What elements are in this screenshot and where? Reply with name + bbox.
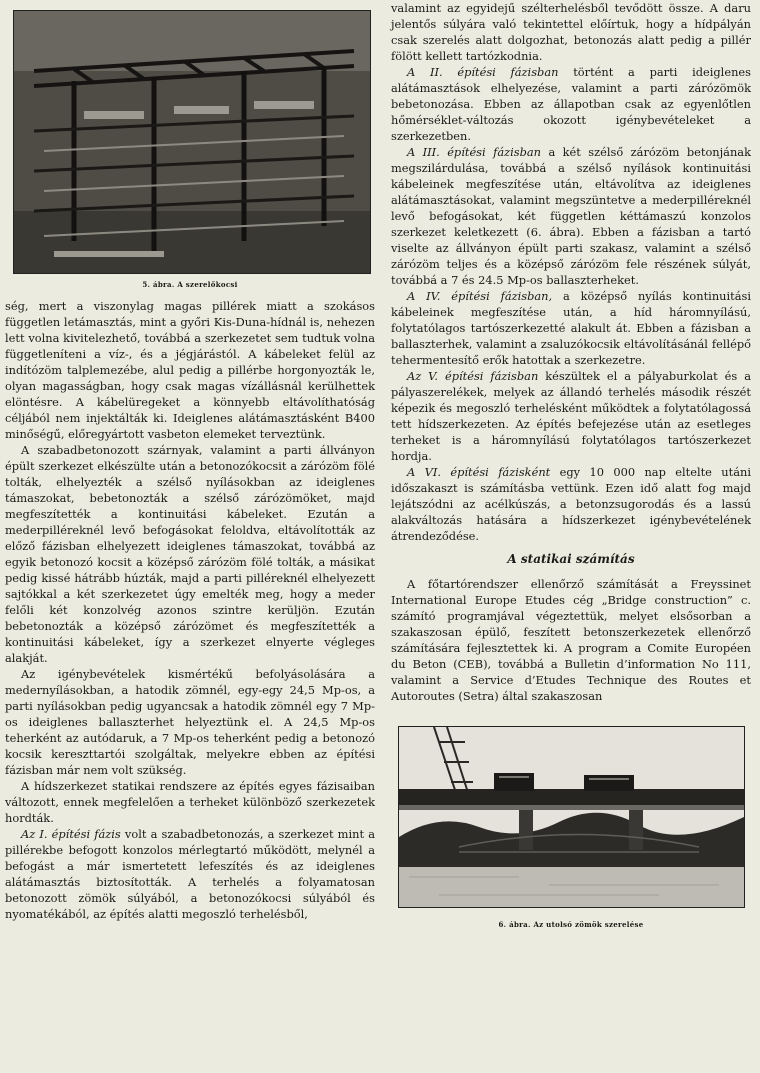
phase-label: A II. építési fázisban xyxy=(407,65,559,79)
paragraph xyxy=(391,144,751,288)
phase-label: Az I. építési fázis xyxy=(21,827,121,841)
paragraph xyxy=(391,64,751,144)
right-column xyxy=(391,0,751,929)
paragraph xyxy=(391,288,751,368)
figure-6-photo xyxy=(398,726,745,908)
paragraph-text: a két szélső zárózöm betonjának megszilárdulása, továbbá a szélső nyílások kontinuitási kábeleinek megfeszítése után, eltávolítva az ideiglenes alátámasztásokat, valamint megszüntetve a mederpilléreknél levő befogásokat, két független kéttámaszú konzolos szerkezet keletkezett (6. ábra). Ebben a fázisban a tartó viselte az állványon épült parti szakasz, valamint a szélső zárózöm teljes és a középső zárózöm fele részének súlyát, továbbá a 7 és 24.5 Mp-os ballaszterheket. xyxy=(391,145,751,287)
paragraph: valamint az egyidejű szélterhelésből tevődött össze. A daru jelentős súlyára való tekintettel előírtuk, hogy a hídpályán csak szerelés alatt dolgozhat, betonozás alatt pedig a pillér fölött kellett tartózkodnia. xyxy=(391,1,751,63)
figure-5-photo xyxy=(13,10,371,274)
paragraph xyxy=(5,826,375,922)
phase-label: A VI. építési fázisként xyxy=(407,465,551,479)
paragraph-text: egy 10 000 nap eltelte utáni időszakaszt is számításba vettünk. Ezen idő alatt fog majd lejátszódni az acélkúszás, a betonzsugorodás és a lassú alakváltozás hatására a hídszerkezet igénybevételének átrendeződése. xyxy=(391,465,751,543)
phase-label: A IV. építési fázisban, xyxy=(407,289,553,303)
paragraph-text: történt a parti ideiglenes alátámasztások elhelyezése, valamint a parti zárózömök bebetonozása. Ebben az állapotban csak az egyenlőtlen hőmérséklet-változás okozott igénybevételeket a szerkezetben. xyxy=(391,65,751,143)
left-column xyxy=(5,0,375,922)
paragraph-text: a középső nyílás kontinuitási kábeleinek megfeszítése után, a híd háromnyílású, folytatólagos tartószerkezetté alakult át. Ebben a fázisban a ballaszterhek, valamint a zsaluzókocsik eltávolításánál fellépő tehermentesítő erők hatottak a szerkezetre. xyxy=(391,289,751,367)
paragraph: A főtartórendszer ellenőrző számítását a Freyssinet International Europe Etudes cég „Bridge construction” c. számító programjával végeztettük, melyet elsősorban a szakaszosan épülő, feszített betonszerkezetek ellenőrző számítására fejlesztettek ki. A program a Comite Européen du Beton (CEB), továbbá a Bulletin d’information No 111, valamint a Service d’Etudes Technique des Routes et Autoroutes (Setra) által szakaszosan xyxy=(391,577,751,703)
figure-6-caption: 6. ábra. Az utolsó zömök szerelése xyxy=(498,920,644,929)
paragraph: A szabadbetonozott szárnyak, valamint a parti állványon épült szerkezet elkészülte után a betonozókocsit a zárózöm fölé tolták, elhelyezték a szélső nyílásokban az ideiglenes támaszokat, bebetonozták a szélső zárózömöket, majd megfeszítették a kontinuitási kábeleket. Ezután a mederpilléreknél levő befogásokat feloldva, eltávolították az előző fázisban elhelyezett ideiglenes támaszokat, továbbá az egyik betonozó kocsit a középső zárózöm fölé tolták, a másikat pedig kissé hátrább húzták, majd a parti pilléreknél elhelyezett sajtókkal a két szerkezetet úgy emelték meg, hogy a meder felőli két konzolvég azonos szintre kerüljön. Ezután bebetonozták a középső zárózömet és megfeszítették a kontinuitási kábeleket, így a szerkezet elnyerte végleges alakját. xyxy=(5,443,375,665)
spacer xyxy=(391,704,751,726)
figure-5-caption: 5. ábra. A szerelőkocsi xyxy=(142,280,238,289)
paragraph xyxy=(391,464,751,544)
paragraph-text: volt a szabadbetonozás, a szerkezet mint a pillérekbe befogott konzolos mérlegtartó működött, melynél a befogást a már ismertetett lefeszítés és az ideiglenes alátámasztás biztosították. A terhelés a folyamatosan betonozott zömök súlyából, a betonozókocsi súlyából és nyomatékából, az építés alatti megoszló terhelésből, xyxy=(5,827,375,921)
traveller-formwork-image xyxy=(14,11,370,273)
bridge-segments-image xyxy=(399,727,744,907)
paragraph: Az igénybevételek kismértékű befolyásolására a medernyílásokban, a hatodik zömnél, egy-egy 24,5 Mp-os, a parti nyílásokban pedig ugyancsak a hatodik zömnél egy 7 Mp-os ideiglenes ballaszterhet helyeztünk el. A 24,5 Mp-os teherként az autódaruk, a 7 Mp-os teherként pedig a betonozó kocsik kereszttartói szolgáltak, melyekre ebben az építési fázisban már nem volt szükség. xyxy=(5,667,375,777)
phase-label: Az V. építési fázisban xyxy=(407,369,539,383)
paragraph xyxy=(391,368,751,464)
paragraph: ség, mert a viszonylag magas pillérek miatt a szokásos független letámasztás, mint a győri Kis-Duna-hídnál is, nehezen lett volna kivitelezhető, továbbá a szerkezetet sem tudtuk volna függetleníteni a víz-, és a jégjárástól. A kábeleket felül az indítózöm talplemezébe, alul pedig a pillérbe horgonyozták le, olyan magasságban, hogy csak magas vízállásnál kerülhettek elöntésre. A kábelüregeket a könnyebb eltávolíthatóság céljából nem injektálták ki. Ideiglenes alátámasztásként B400 minőségű, előregyártott vasbeton elemeket terveztünk. xyxy=(5,299,375,441)
section-heading: A statikai számítás xyxy=(507,552,635,566)
phase-label: A III. építési fázisban xyxy=(407,145,542,159)
paragraph: A hídszerkezet statikai rendszere az építés egyes fázisaiban változott, ennek megfelelően a terheket különböző szerkezetek hordták. xyxy=(5,779,375,825)
paragraph-text: készültek el a pályaburkolat és a pályaszerelékek, melyek az állandó terhelés második részét képezik és megoszló terhelésként működtek a folytatólagossá tett hídszerkezeten. Az építés befejezése után az esetleges terheket is a háromnyílású folytatólagos tartószerkezet hordja. xyxy=(391,369,752,463)
